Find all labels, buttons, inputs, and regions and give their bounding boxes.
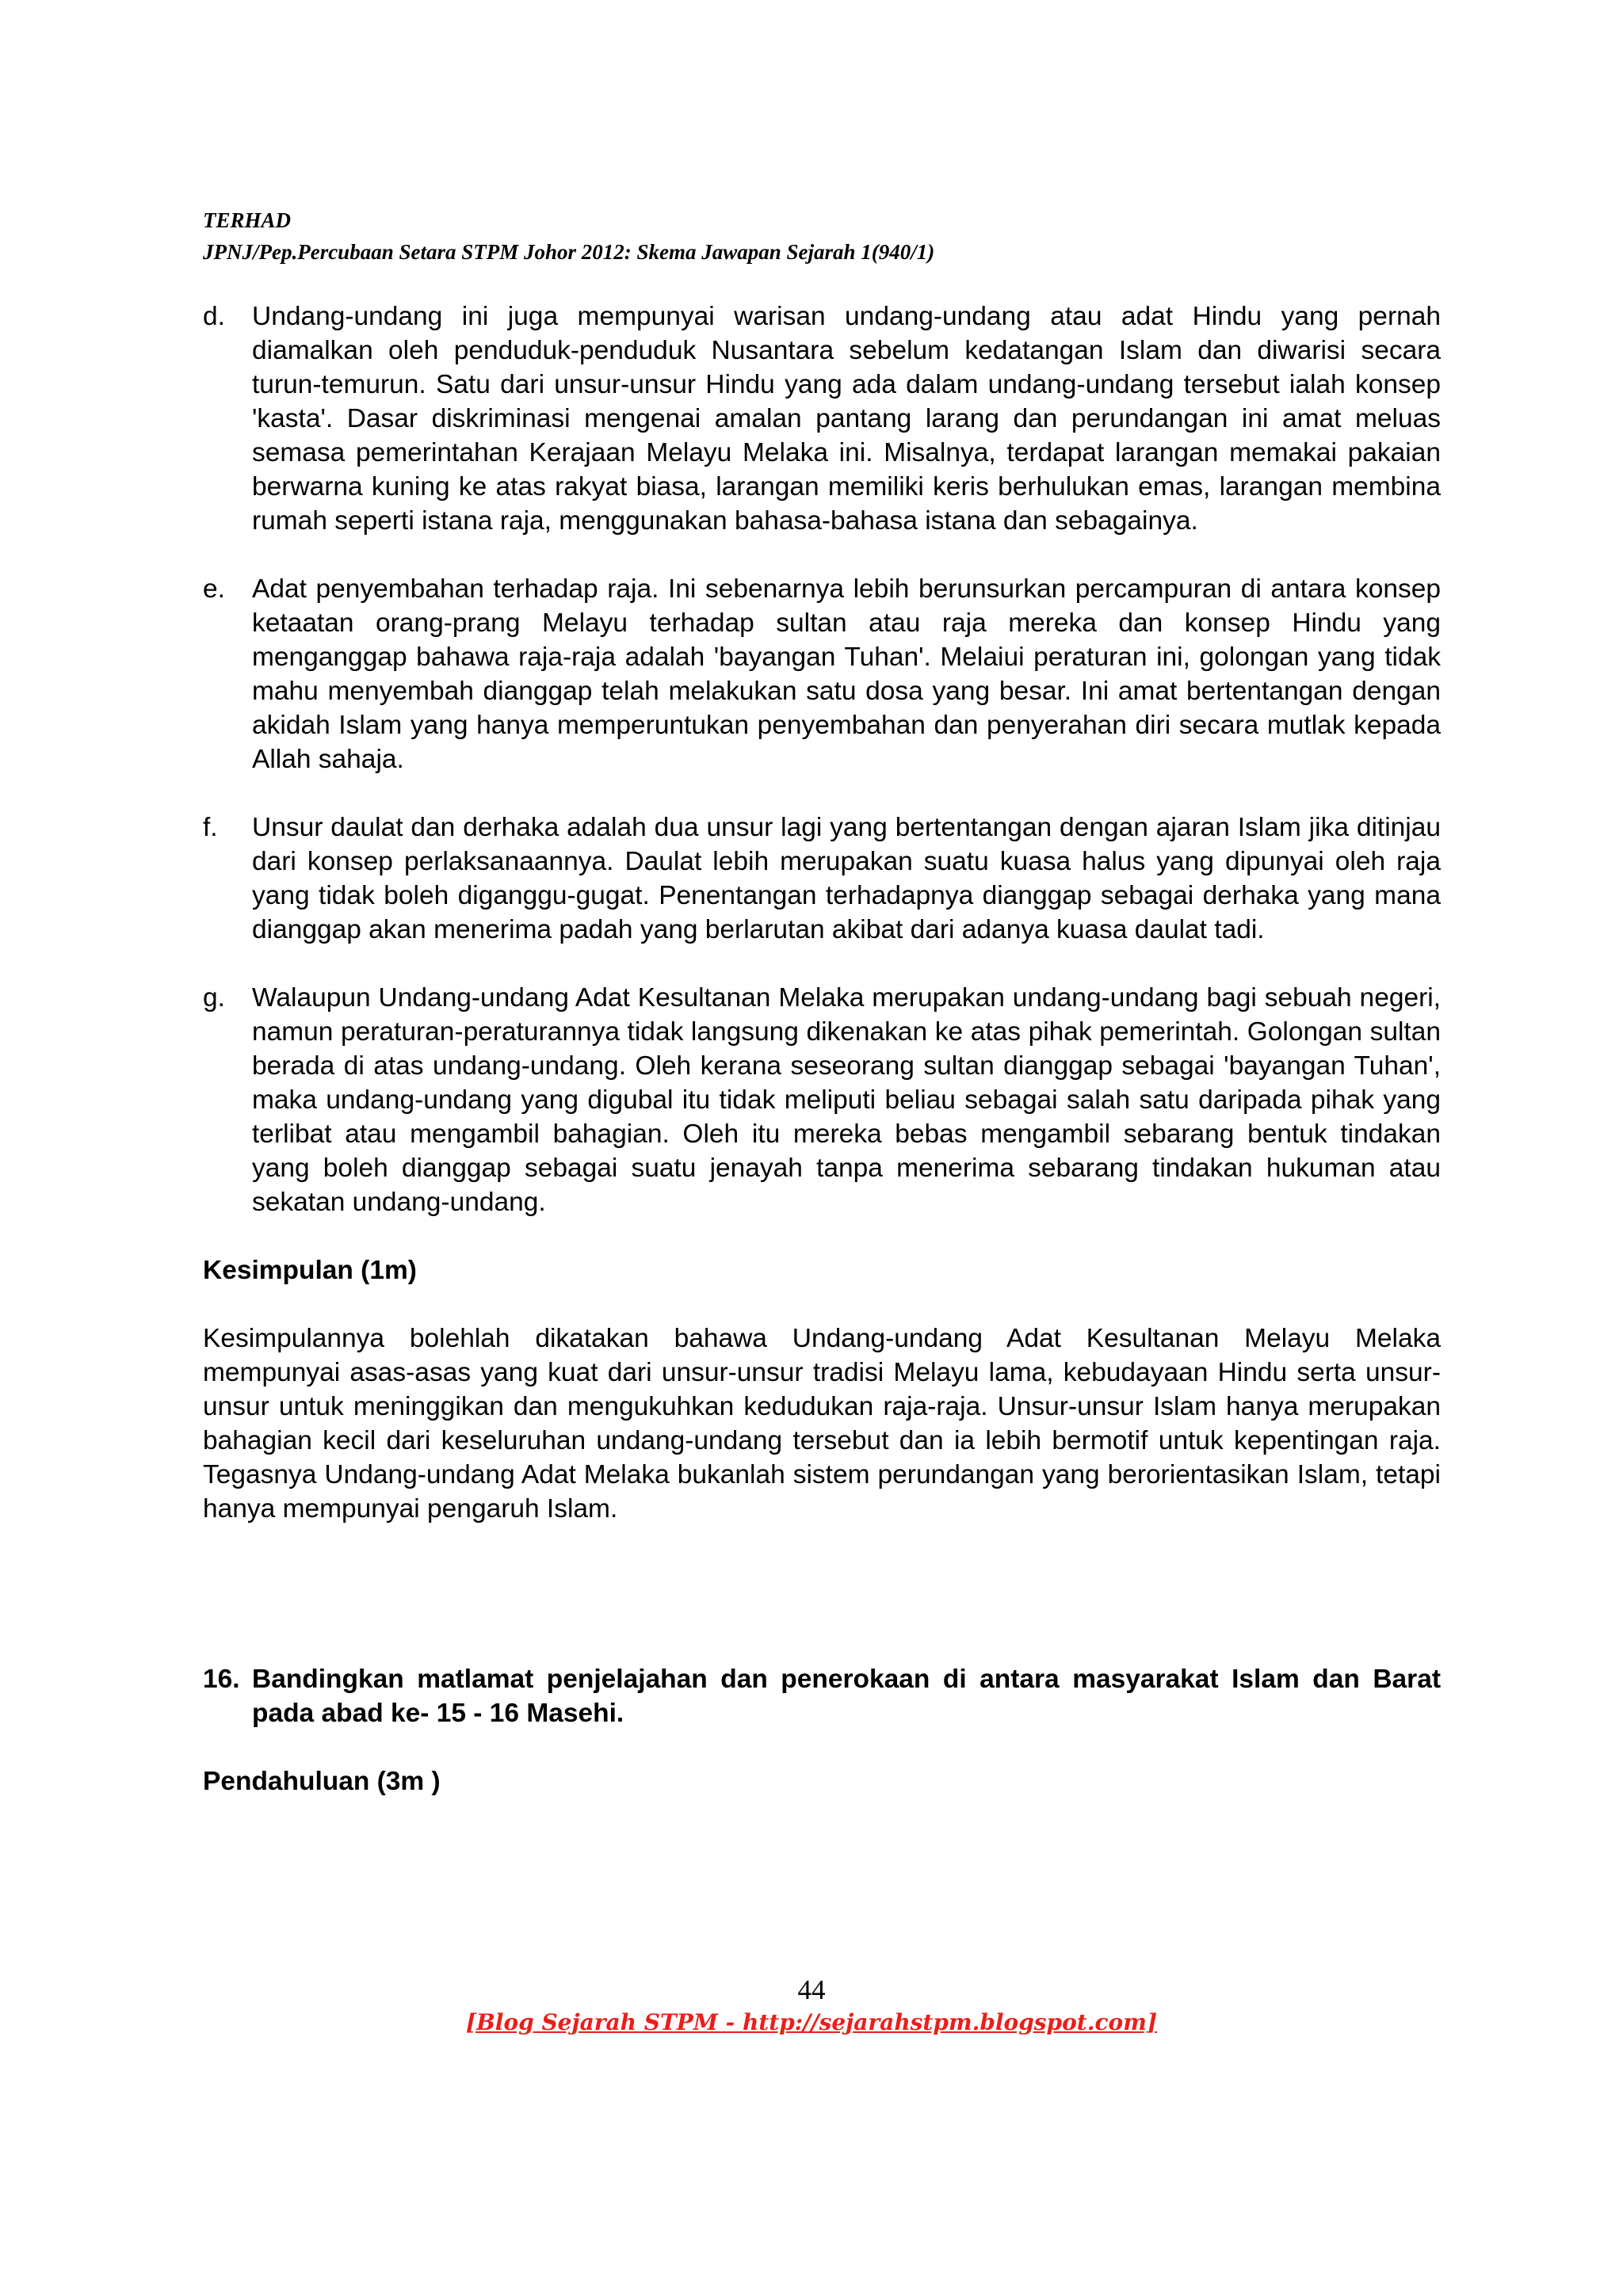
list-item-text: Walaupun Undang-undang Adat Kesultanan Melaka merupakan undang-undang bagi sebuah negeri, namun peraturan-peraturannya tidak langsung dikenakan ke atas pihak pemerintah. Golongan sultan berada di atas undang-undang. Oleh kerana seseorang sultan dianggap sebagai 'bayangan Tuhan', maka undang-undang yang digubal itu tidak meliputi beliau sebagai salah satu daripada pihak yang terlibat atau mengambil bahagian. Oleh itu mereka bebas mengambil sebarang bentuk tindakan yang boleh dianggap sebagai suatu jenayah tanpa menerima sebarang tindakan hukuman atau sekatan undang-undang. bbox=[252, 983, 1441, 1217]
blog-link[interactable]: [Blog Sejarah STPM - http://sejarahstpm.blogspot.com] bbox=[465, 2009, 1158, 2035]
question-number: 16. bbox=[203, 1665, 240, 1694]
list-item-f bbox=[203, 810, 1441, 947]
introduction-heading: Pendahuluan (3m ) bbox=[203, 1767, 441, 1796]
conclusion-paragraph: Kesimpulannya bolehlah dikatakan bahawa Undang-undang Adat Kesultanan Melayu Melaka mempunyai asas-asas yang kuat dari unsur-unsur tradisi Melayu lama, kebudayaan Hindu serta unsur-unsur untuk meninggikan dan mengukuhkan kedudukan raja-raja. Unsur-unsur Islam hanya merupakan bahagian kecil dari keseluruhan undang-undang tersebut dan ia lebih bermotif untuk kepentingan raja. Tegasnya Undang-undang Adat Melaka bukanlah sistem perundangan yang berorientasikan Islam, tetapi hanya mempunyai pengaruh Islam. bbox=[203, 1324, 1441, 1524]
conclusion-heading: Kesimpulan (1m) bbox=[203, 1256, 417, 1285]
list-marker: g. bbox=[203, 983, 225, 1013]
list-marker: f. bbox=[203, 813, 218, 842]
list-item-d bbox=[203, 299, 1441, 538]
question-text: Bandingkan matlamat penjelajahan dan penerokaan di antara masyarakat Islam dan Barat pada abad ke- 15 - 16 Masehi. bbox=[252, 1665, 1441, 1728]
list-item-text: Undang-undang ini juga mempunyai warisan undang-undang atau adat Hindu yang pernah diamalkan oleh penduduk-penduduk Nusantara sebelum kedatangan Islam dan diwarisi secara turun-temurun. Satu dari unsur-unsur Hindu yang ada dalam undang-undang tersebut ialah konsep 'kasta'. Dasar diskriminasi mengenai amalan pantang larang dan perundangan ini amat meluas semasa pemerintahan Kerajaan Melayu Melaka ini. Misalnya, terdapat larangan memakai pakaian berwarna kuning ke atas rakyat biasa, larangan memiliki keris berhulukan emas, larangan membina rumah seperti istana raja, menggunakan bahasa-bahasa istana dan sebagainya. bbox=[252, 302, 1441, 536]
main-content bbox=[203, 299, 1441, 1798]
list-item-text: Unsur daulat dan derhaka adalah dua unsur lagi yang bertentangan dengan ajaran Islam jika ditinjau dari konsep perlaksanaannya. Daulat lebih merupakan suatu kuasa halus yang dipunyai oleh raja yang tidak boleh diganggu-gugat. Penentangan terhadapnya dianggap sebagai derhaka yang mana dianggap akan menerima padah yang berlarutan akibat dari adanya kuasa daulat tadi. bbox=[252, 813, 1441, 944]
page-header bbox=[203, 204, 1439, 268]
header-document-title: JPNJ/Pep.Percubaan Setara STPM Johor 2012: Skema Jawapan Sejarah 1(940/1) bbox=[203, 240, 935, 264]
list-item-e bbox=[203, 572, 1441, 776]
list-marker: d. bbox=[203, 302, 225, 331]
list-marker: e. bbox=[203, 574, 225, 604]
page-number: 44 bbox=[797, 1974, 826, 2005]
header-classification: TERHAD bbox=[203, 208, 292, 232]
question-16 bbox=[203, 1662, 1441, 1730]
list-item-g bbox=[203, 981, 1441, 1219]
list-item-text: Adat penyembahan terhadap raja. Ini sebenarnya lebih berunsurkan percampuran di antara konsep ketaatan orang-prang Melayu terhadap sultan atau raja mereka dan konsep Hindu yang menganggap bahawa raja-raja adalah 'bayangan Tuhan'. Melaiui peraturan ini, golongan yang tidak mahu menyembah dianggap telah melakukan satu dosa yang besar. Ini amat bertentangan dengan akidah Islam yang hanya memperuntukan penyembahan dan penyerahan diri secara mutlak kepada Allah sahaja. bbox=[252, 574, 1441, 774]
